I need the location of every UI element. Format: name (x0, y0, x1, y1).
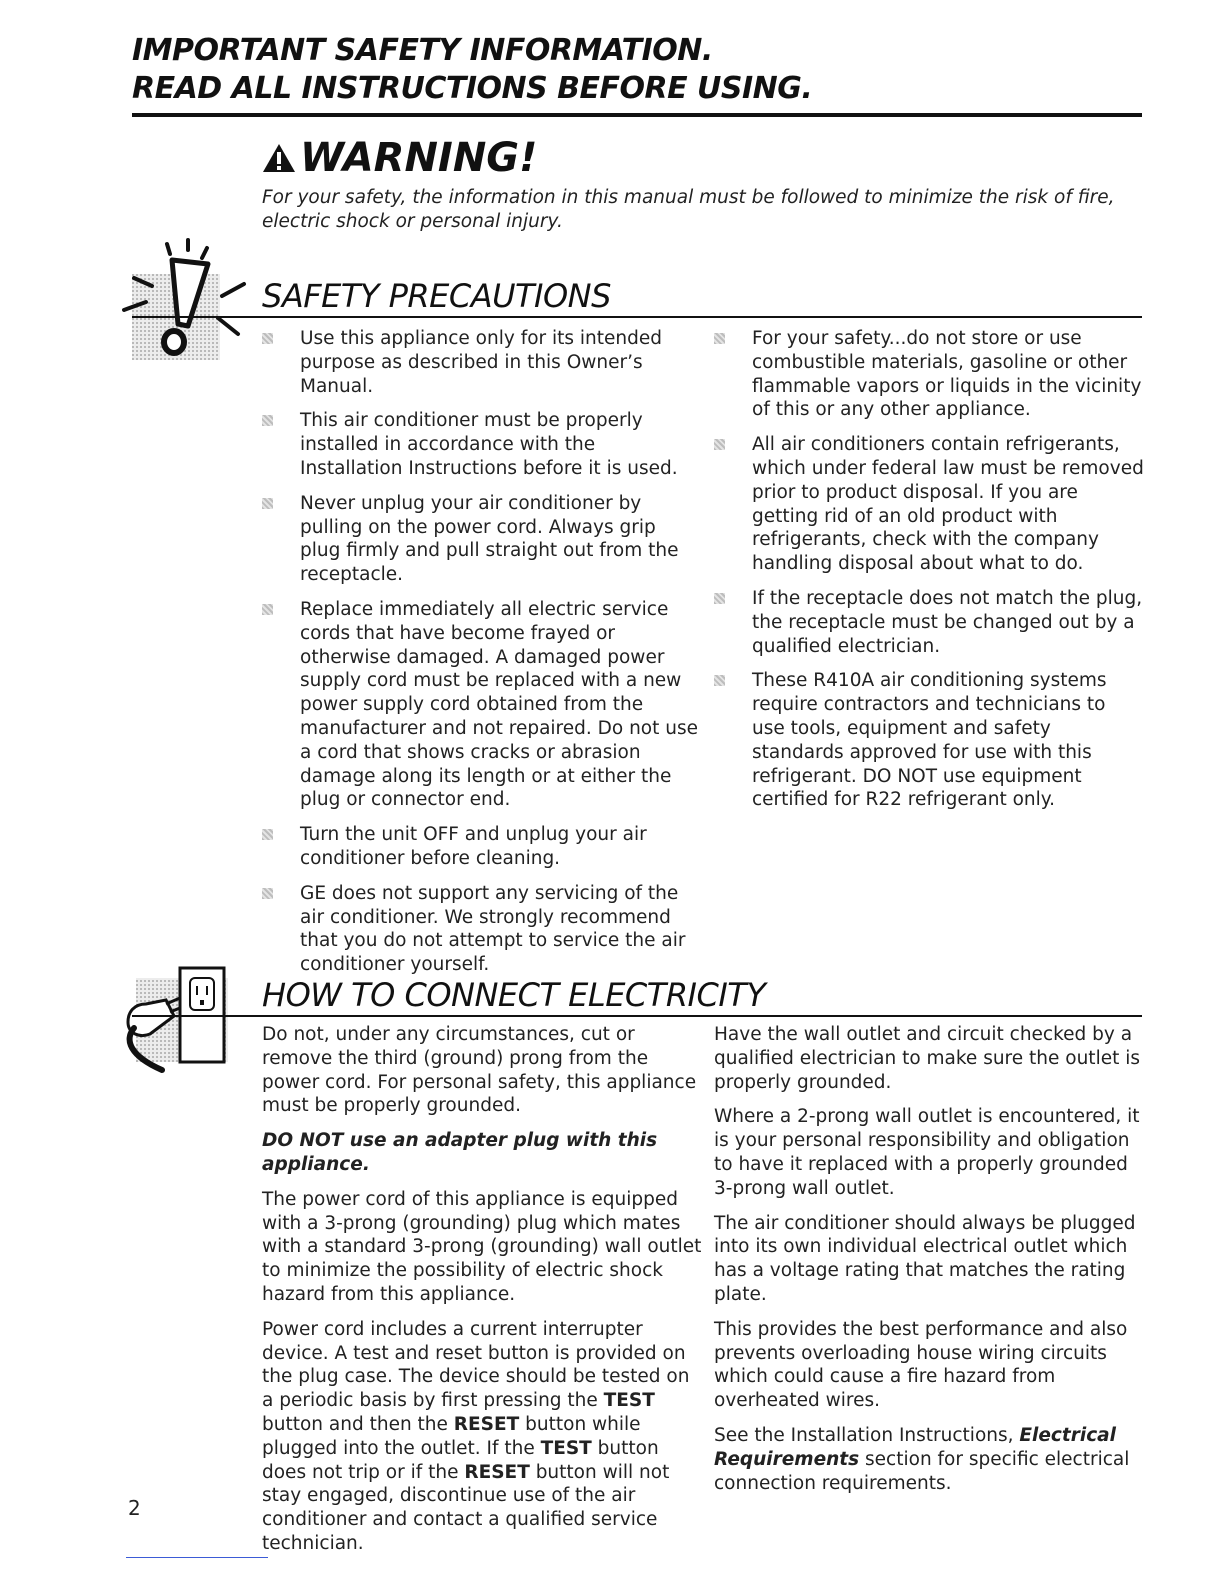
safety-left-list (260, 327, 700, 977)
paragraph: The air conditioner should always be plugged into its own individual electrical outlet which has a voltage rating that matches the rating plate. (714, 1212, 1136, 1305)
adapter-warning: DO NOT use an adapter plug with this appliance. (262, 1130, 658, 1175)
connect-electricity-rule (132, 1015, 1142, 1017)
bullet-square-icon (714, 675, 725, 686)
header-line-2: READ ALL INSTRUCTIONS BEFORE USING. (132, 71, 813, 106)
electricity-left-column (262, 1023, 702, 1567)
list-item: GE does not support any servicing of the air conditioner. We strongly recommend that you do not attempt to service the air conditioner yourself. (260, 882, 700, 977)
test-label: TEST (603, 1390, 655, 1412)
list-item: All air conditioners contain refrigerants, which under federal law must be removed prior to product disposal. If you are getting rid of an old product with refrigerants, check with the company handling disposal about what to do. (712, 433, 1144, 576)
bullet-square-icon (262, 888, 273, 899)
bullet-square-icon (262, 604, 273, 615)
bullet-square-icon (262, 829, 273, 840)
paragraph: Do not, under any circumstances, cut or remove the third (ground) prong from the power cord. For personal safety, this appliance must be properly grounded. (262, 1024, 697, 1117)
paragraph: Have the wall outlet and circuit checked by a qualified electrician to make sure the outlet is properly grounded. (714, 1024, 1140, 1093)
safety-precautions-rule (132, 316, 1142, 318)
list-item: If the receptacle does not match the plug, the receptacle must be changed out by a qualified electrician. (712, 587, 1144, 658)
list-item: Never unplug your air conditioner by pulling on the power cord. Always grip plug firmly and pull straight out from the receptacle. (260, 492, 700, 587)
bullet-square-icon (714, 439, 725, 450)
warning-title: WARNING! (300, 135, 538, 181)
page-number: 2 (128, 1496, 141, 1520)
electrical-requirements-reference: Electrical Requirements (714, 1424, 1116, 1470)
paragraph: Where a 2-prong wall outlet is encountered, it is your personal responsibility and obligation to have it replaced with a properly grounded 3-prong wall outlet. (714, 1106, 1140, 1199)
list-item: These R410A air conditioning systems require contractors and technicians to use tools, equipment and safety standards approved for use with this refrigerant. DO NOT use equipment certified for R22 refrigerant only. (712, 669, 1144, 812)
footer-rule (126, 1557, 268, 1558)
electricity-right-column (714, 1023, 1146, 1506)
header-rule (132, 113, 1142, 117)
safety-right-column (712, 327, 1144, 823)
page-header (132, 32, 1142, 108)
bullet-square-icon (714, 593, 725, 604)
warning-block (262, 132, 1132, 234)
warning-heading (262, 132, 1132, 184)
reset-label: RESET (464, 1461, 530, 1483)
bullet-square-icon (262, 415, 273, 426)
list-item: For your safety...do not store or use combustible materials, gasoline or other flammable vapors or liquids in the vicinity of this or any other appliance. (712, 327, 1144, 422)
bullet-square-icon (262, 333, 273, 344)
electrical-plug-icon (116, 964, 236, 1076)
reset-label: RESET (453, 1413, 520, 1435)
list-item: This air conditioner must be properly installed in accordance with the Installation Instructions before it is used. (260, 409, 700, 480)
list-item: Replace immediately all electric service cords that have become frayed or otherwise damaged. A damaged power supply cord must be replaced with a new power supply cord obtained from the manufacturer and not repaired. Do not use a cord that shows cracks or abrasion damage along its length or at either the plug or connector end. (260, 598, 700, 812)
list-item: Turn the unit OFF and unplug your air conditioner before cleaning. (260, 823, 700, 871)
safety-precautions-title: SAFETY PRECAUTIONS (262, 277, 611, 315)
header-line-1: IMPORTANT SAFETY INFORMATION. (132, 33, 713, 68)
warning-triangle-icon (262, 143, 296, 173)
bullet-square-icon (262, 498, 273, 509)
paragraph: The power cord of this appliance is equipped with a 3-prong (grounding) plug which mates with a standard 3-prong (grounding) wall outlet to minimize the possibility of electric shock hazard from this appliance. (262, 1188, 702, 1305)
bullet-square-icon (714, 333, 725, 344)
safety-right-list (712, 327, 1144, 812)
safety-precautions-icon (112, 238, 252, 362)
interrupter-paragraph: Power cord includes a current interrupter device. A test and reset button is provided on the plug case. The device should be tested on a periodic basis by first pressing the TEST button and then the RESET button while plugged into the outlet. If the TEST button does not trip or if the RESET button will not stay engaged, discontinue use of the air conditioner and contact a qualified service technician. (262, 1318, 690, 1554)
installation-reference: See the Installation Instructions, Electrical Requirements section for specific electrical connection requirements. (714, 1424, 1130, 1494)
test-label: TEST (540, 1437, 592, 1459)
connect-electricity-title: HOW TO CONNECT ELECTRICITY (262, 976, 766, 1014)
safety-left-column (260, 327, 700, 988)
warning-text: For your safety, the information in this manual must be followed to minimize the risk of fire, electric shock or personal injury. (262, 187, 1115, 232)
list-item: Use this appliance only for its intended purpose as described in this Owner’s Manual. (260, 327, 700, 398)
paragraph: This provides the best performance and also prevents overloading house wiring circuits which could cause a fire hazard from overheated wires. (714, 1318, 1128, 1412)
